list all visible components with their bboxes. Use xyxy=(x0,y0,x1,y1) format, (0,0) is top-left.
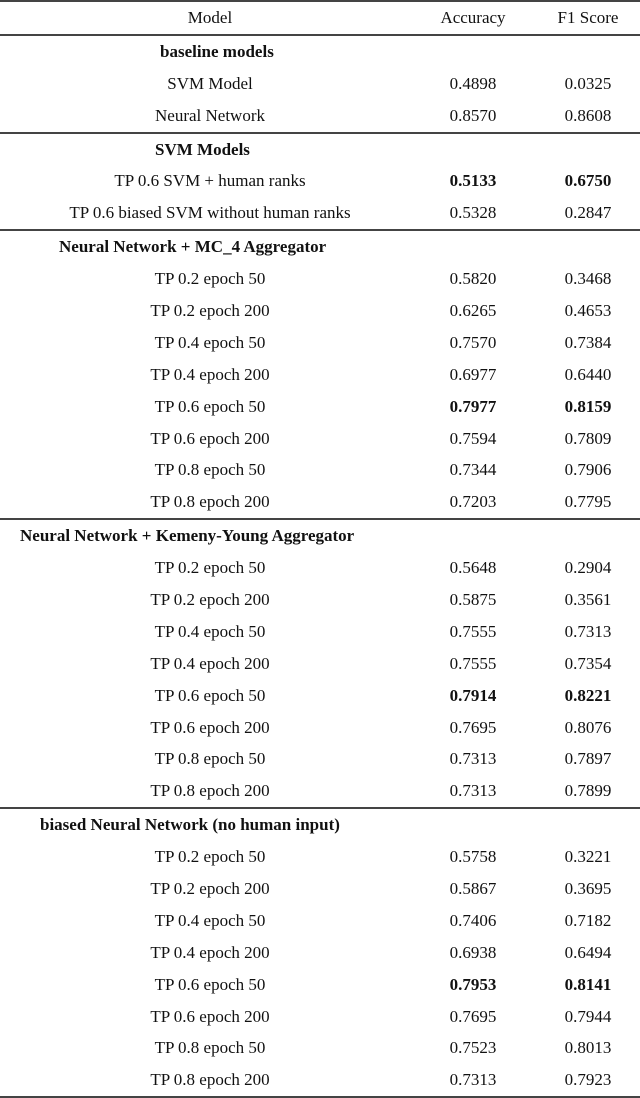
f1-cell: 0.7384 xyxy=(564,332,612,352)
table-row xyxy=(0,165,640,197)
f1-cell: 0.7809 xyxy=(564,428,612,448)
group-header-row xyxy=(0,36,640,68)
f1-cell: 0.0325 xyxy=(564,73,612,93)
model-cell: TP 0.8 epoch 200 xyxy=(150,492,270,512)
accuracy-cell: 0.5758 xyxy=(449,847,497,867)
model-cell: TP 0.6 epoch 50 xyxy=(154,685,266,705)
table-row xyxy=(0,584,640,616)
group-title: biased Neural Network (no human input) xyxy=(40,815,340,835)
accuracy-cell: 0.5820 xyxy=(449,269,497,289)
table-row xyxy=(0,743,640,775)
model-cell: TP 0.4 epoch 50 xyxy=(154,621,266,641)
model-cell: TP 0.8 epoch 50 xyxy=(154,460,266,480)
model-cell: TP 0.2 epoch 200 xyxy=(150,589,270,609)
f1-cell: 0.3695 xyxy=(564,878,612,898)
model-cell: TP 0.2 epoch 200 xyxy=(150,300,270,320)
accuracy-cell: 0.7523 xyxy=(449,1038,497,1058)
table-row xyxy=(0,937,640,969)
f1-cell: 0.8013 xyxy=(564,1038,612,1058)
group-header-row xyxy=(0,809,640,841)
group-title: Neural Network + MC_4 Aggregator xyxy=(59,237,327,257)
f1-cell: 0.2847 xyxy=(564,203,612,223)
table-row xyxy=(0,873,640,905)
table-row xyxy=(0,1064,640,1096)
accuracy-cell: 0.5328 xyxy=(449,203,497,223)
model-cell: TP 0.6 biased SVM without human ranks xyxy=(69,203,351,223)
f1-cell: 0.7182 xyxy=(564,910,612,930)
model-cell: TP 0.6 epoch 50 xyxy=(154,974,266,994)
table-row xyxy=(0,327,640,359)
model-cell: TP 0.2 epoch 50 xyxy=(154,269,266,289)
accuracy-cell: 0.5648 xyxy=(449,558,497,578)
header-f1: F1 Score xyxy=(557,7,619,27)
group-title: baseline models xyxy=(160,41,274,61)
table-row xyxy=(0,68,640,100)
f1-cell: 0.7313 xyxy=(564,621,612,641)
accuracy-cell: 0.7555 xyxy=(449,653,497,673)
f1-cell: 0.6750 xyxy=(564,171,612,191)
table-row xyxy=(0,552,640,584)
model-cell: TP 0.8 epoch 50 xyxy=(154,749,266,769)
table-row xyxy=(0,486,640,518)
model-cell: TP 0.4 epoch 50 xyxy=(154,910,266,930)
model-cell: TP 0.2 epoch 50 xyxy=(154,847,266,867)
model-cell: TP 0.2 epoch 50 xyxy=(154,558,266,578)
f1-cell: 0.7795 xyxy=(564,492,612,512)
accuracy-cell: 0.5133 xyxy=(449,171,497,191)
f1-cell: 0.7923 xyxy=(564,1070,612,1090)
f1-cell: 0.2904 xyxy=(564,558,612,578)
table-row xyxy=(0,295,640,327)
model-cell: TP 0.8 epoch 200 xyxy=(150,1070,270,1090)
table-row xyxy=(0,648,640,680)
table-row xyxy=(0,197,640,229)
table-row xyxy=(0,359,640,391)
accuracy-cell: 0.7695 xyxy=(449,717,497,737)
table-row xyxy=(0,680,640,712)
f1-cell: 0.8141 xyxy=(564,974,612,994)
f1-cell: 0.8159 xyxy=(564,396,612,416)
f1-cell: 0.6440 xyxy=(564,364,612,384)
group-title: Neural Network + Kemeny-Young Aggregator xyxy=(20,526,355,546)
model-cell: TP 0.4 epoch 200 xyxy=(150,364,270,384)
f1-cell: 0.6494 xyxy=(564,942,612,962)
group-header-row xyxy=(0,231,640,263)
table-row xyxy=(0,905,640,937)
accuracy-cell: 0.7953 xyxy=(449,974,497,994)
group-header-row xyxy=(0,520,640,552)
table-row xyxy=(0,712,640,744)
f1-cell: 0.7906 xyxy=(564,460,612,480)
accuracy-cell: 0.7695 xyxy=(449,1006,497,1026)
accuracy-cell: 0.7594 xyxy=(449,428,497,448)
f1-cell: 0.3221 xyxy=(564,847,612,867)
model-cell: SVM Model xyxy=(167,73,253,93)
accuracy-cell: 0.6977 xyxy=(449,364,497,384)
f1-cell: 0.8608 xyxy=(564,105,612,125)
accuracy-cell: 0.7203 xyxy=(449,492,497,512)
table-row xyxy=(0,100,640,132)
table-row xyxy=(0,454,640,486)
table-row xyxy=(0,969,640,1001)
f1-cell: 0.7897 xyxy=(564,749,612,769)
f1-cell: 0.7899 xyxy=(564,781,612,801)
model-cell: TP 0.4 epoch 50 xyxy=(154,332,266,352)
accuracy-cell: 0.7313 xyxy=(449,749,497,769)
accuracy-cell: 0.7977 xyxy=(449,396,497,416)
f1-cell: 0.8076 xyxy=(564,717,612,737)
f1-cell: 0.7354 xyxy=(564,653,612,673)
model-cell: TP 0.6 epoch 200 xyxy=(150,717,270,737)
group-header-row xyxy=(0,134,640,166)
model-cell: TP 0.6 epoch 200 xyxy=(150,1006,270,1026)
accuracy-cell: 0.5875 xyxy=(449,589,497,609)
accuracy-cell: 0.7406 xyxy=(449,910,497,930)
accuracy-cell: 0.8570 xyxy=(449,105,497,125)
model-cell: TP 0.8 epoch 50 xyxy=(154,1038,266,1058)
header-accuracy: Accuracy xyxy=(440,7,506,27)
model-cell: TP 0.2 epoch 200 xyxy=(150,878,270,898)
group-title: SVM Models xyxy=(155,139,250,159)
table-row xyxy=(0,616,640,648)
model-cell: TP 0.6 SVM + human ranks xyxy=(114,171,306,191)
f1-cell: 0.4653 xyxy=(564,300,612,320)
accuracy-cell: 0.6938 xyxy=(449,942,497,962)
accuracy-cell: 0.5867 xyxy=(449,878,497,898)
table-row xyxy=(0,1001,640,1033)
f1-cell: 0.8221 xyxy=(564,685,612,705)
header-model: Model xyxy=(187,7,233,27)
model-cell: TP 0.4 epoch 200 xyxy=(150,653,270,673)
accuracy-cell: 0.4898 xyxy=(449,73,497,93)
accuracy-cell: 0.6265 xyxy=(449,300,497,320)
accuracy-cell: 0.7313 xyxy=(449,781,497,801)
accuracy-cell: 0.7555 xyxy=(449,621,497,641)
model-cell: TP 0.4 epoch 200 xyxy=(150,942,270,962)
table-row xyxy=(0,423,640,455)
table-row xyxy=(0,775,640,807)
f1-cell: 0.3561 xyxy=(564,589,612,609)
accuracy-cell: 0.7313 xyxy=(449,1070,497,1090)
table-row xyxy=(0,263,640,295)
model-cell: TP 0.6 epoch 50 xyxy=(154,396,266,416)
header-row xyxy=(0,2,640,34)
table-row xyxy=(0,841,640,873)
f1-cell: 0.7944 xyxy=(564,1006,612,1026)
accuracy-cell: 0.7914 xyxy=(449,685,497,705)
model-cell: Neural Network xyxy=(155,105,265,125)
table-row xyxy=(0,391,640,423)
accuracy-cell: 0.7344 xyxy=(449,460,497,480)
f1-cell: 0.3468 xyxy=(564,269,612,289)
model-cell: TP 0.6 epoch 200 xyxy=(150,428,270,448)
table-row xyxy=(0,1033,640,1065)
accuracy-cell: 0.7570 xyxy=(449,332,497,352)
model-cell: TP 0.8 epoch 200 xyxy=(150,781,270,801)
